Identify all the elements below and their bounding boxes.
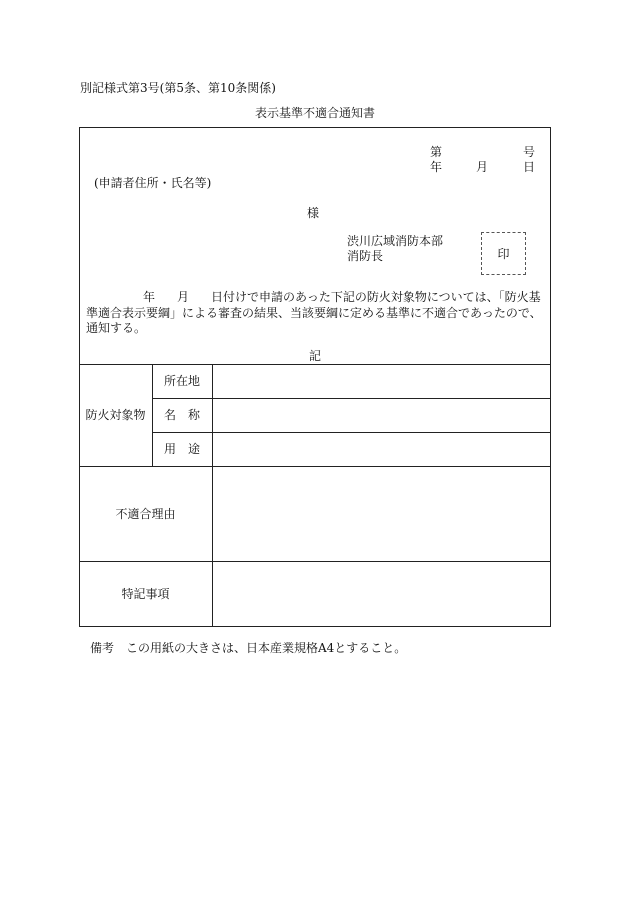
row-divider-4	[79, 561, 551, 562]
seal-mark: 印	[497, 247, 510, 261]
notice-frame	[79, 127, 551, 627]
date-year: 年	[430, 160, 443, 174]
remarks-label: 特記事項	[121, 587, 170, 601]
body-year: 年	[143, 290, 156, 304]
issuer-title: 消防長	[347, 249, 384, 263]
group-label: 防火対象物	[85, 408, 146, 422]
label-column-line	[212, 364, 213, 627]
ki-mark: 記	[309, 349, 322, 363]
form-reference: 別記様式第3号(第5条、第10条関係)	[80, 81, 276, 95]
row-label-location: 所在地	[163, 374, 200, 388]
footnote: 備考 この用紙の大きさは、日本産業規格A4とすること。	[90, 641, 407, 655]
document-title: 表示基準不適合通知書	[254, 106, 375, 120]
table-top-line	[79, 364, 551, 365]
reason-label: 不適合理由	[115, 507, 176, 521]
body-month: 月	[177, 290, 190, 304]
number-prefix: 第	[430, 145, 443, 159]
row-label-use: 用 途	[163, 442, 200, 456]
date-month: 月	[476, 160, 489, 174]
number-suffix: 号	[523, 145, 536, 159]
date-day: 日	[523, 160, 536, 174]
body-text: 日付けで申請のあった下記の防火対象物については、「防火基準適合表示要綱」による審査の結果、当該要綱に定める基準に不適合であったので、通知する。	[86, 290, 542, 335]
notice-body	[86, 290, 546, 337]
row-label-name: 名 称	[163, 408, 200, 422]
applicant-label: (申請者住所・氏名等)	[94, 176, 212, 190]
issuer-organization: 渋川広域消防本部	[347, 234, 444, 248]
honorific: 様	[307, 206, 320, 220]
row-divider-3	[79, 466, 551, 467]
